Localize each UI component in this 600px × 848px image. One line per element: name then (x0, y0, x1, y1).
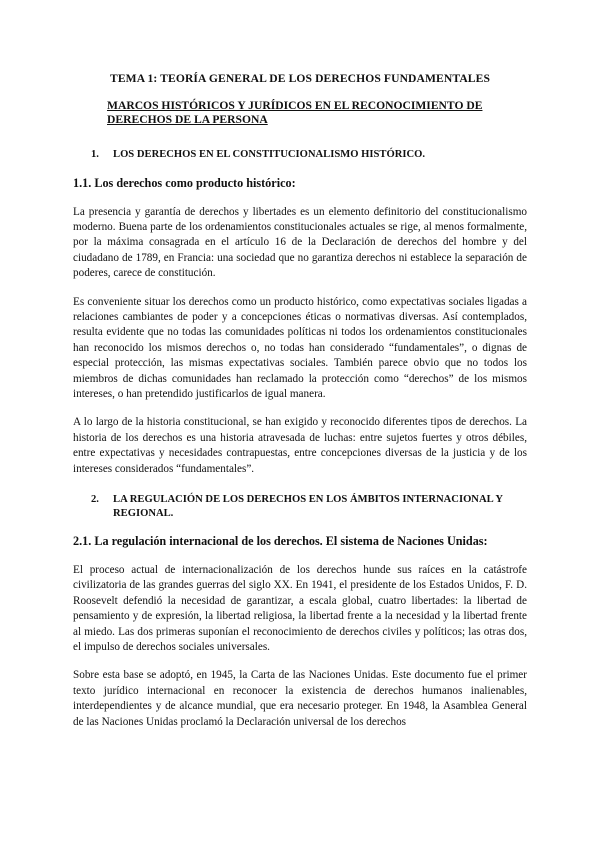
document-page (73, 72, 527, 743)
paragraph: Sobre esta base se adoptó, en 1945, la Carta de las Naciones Unidas. Este documento fue el primer texto jurídico internacional en reconocer la existencia de derechos humanos inalienables, interdependientes y de alcance mundial, que era necesario proteger. En 1948, la Asamblea General de las Naciones Unidas proclamó la Declaración universal de los derechos (73, 669, 527, 728)
section-heading (73, 148, 527, 162)
subsection-heading: 1.1. Los derechos como producto histórico: (73, 175, 296, 190)
section-heading (73, 493, 527, 520)
paragraph: Es conveniente situar los derechos como un producto histórico, como expectativas sociales ligadas a relaciones cambiantes de poder y a concepciones éticas o normativas diversas. Así contemplados, resulta evidente que no todas las comunidades políticas ni todos los ordenamientos constitucionales han reconocido los mismos derechos o, no todas han considerado “fundamentales”, o dignas de especial protección, las mismas expectativas sociales. También parece obvio que no todos los miembros de dichas comunidades han reclamado la protección como “derechos” de los mismos intereses, o han pretendido justificarlos de igual manera. (73, 295, 527, 400)
paragraph: A lo largo de la historia constitucional, se han exigido y reconocido diferentes tipos de derechos. La historia de los derechos es una historia atravesada de luchas: entre sujetos fuertes y otros débiles, entre expectativas y necesidades contrapuestas, entre concepciones diversas de la justicia y de los intereses considerados “fundamentales”. (73, 416, 527, 475)
section-heading-text: LA REGULACIÓN DE LOS DERECHOS EN LOS ÁMBITOS INTERNACIONAL Y REGIONAL. (113, 494, 503, 519)
section-1 (73, 148, 527, 477)
document-subtitle: MARCOS HISTÓRICOS Y JURÍDICOS EN EL RECONOCIMIENTO DE DERECHOS DE LA PERSONA (107, 99, 483, 126)
section-number: 1. (91, 149, 99, 160)
section-number: 2. (91, 494, 99, 505)
paragraph: El proceso actual de internacionalización de los derechos hunde sus raíces en la catástrofe civilizatoria de las grandes guerras del siglo XX. En 1941, el presidente de los Estados Unidos, F. D. Roosevelt defendió la necesidad de garantizar, a escala global, cuatro libertades: la libertad de pensamiento y de expresión, la libertad religiosa, la libertad frente a la necesidad y la libertad frente al miedo. Las dos primeras suponían el reconocimiento de derechos civiles y políticos; las otras dos, el impulso de derechos sociales universales. (73, 564, 527, 654)
section-heading-text: LOS DERECHOS EN EL CONSTITUCIONALISMO HISTÓRICO. (113, 149, 426, 160)
section-2 (73, 493, 527, 730)
paragraph: La presencia y garantía de derechos y libertades es un elemento definitorio del constitucionalismo moderno. Buena parte de los ordenamientos constitucionales actuales se rige, al menos formalmente, por la máxima consagrada en el artículo 16 de la Declaración de derechos del hombre y del ciudadano de 1789, en Francia: una sociedad que no garantiza derechos ni establece la separación de poderes, carece de constitución. (73, 205, 527, 280)
subsection-heading: 2.1. La regulación internacional de los derechos. El sistema de Naciones Unidas: (73, 534, 488, 548)
document-title: TEMA 1: TEORÍA GENERAL DE LOS DERECHOS FUNDAMENTALES (109, 72, 491, 85)
